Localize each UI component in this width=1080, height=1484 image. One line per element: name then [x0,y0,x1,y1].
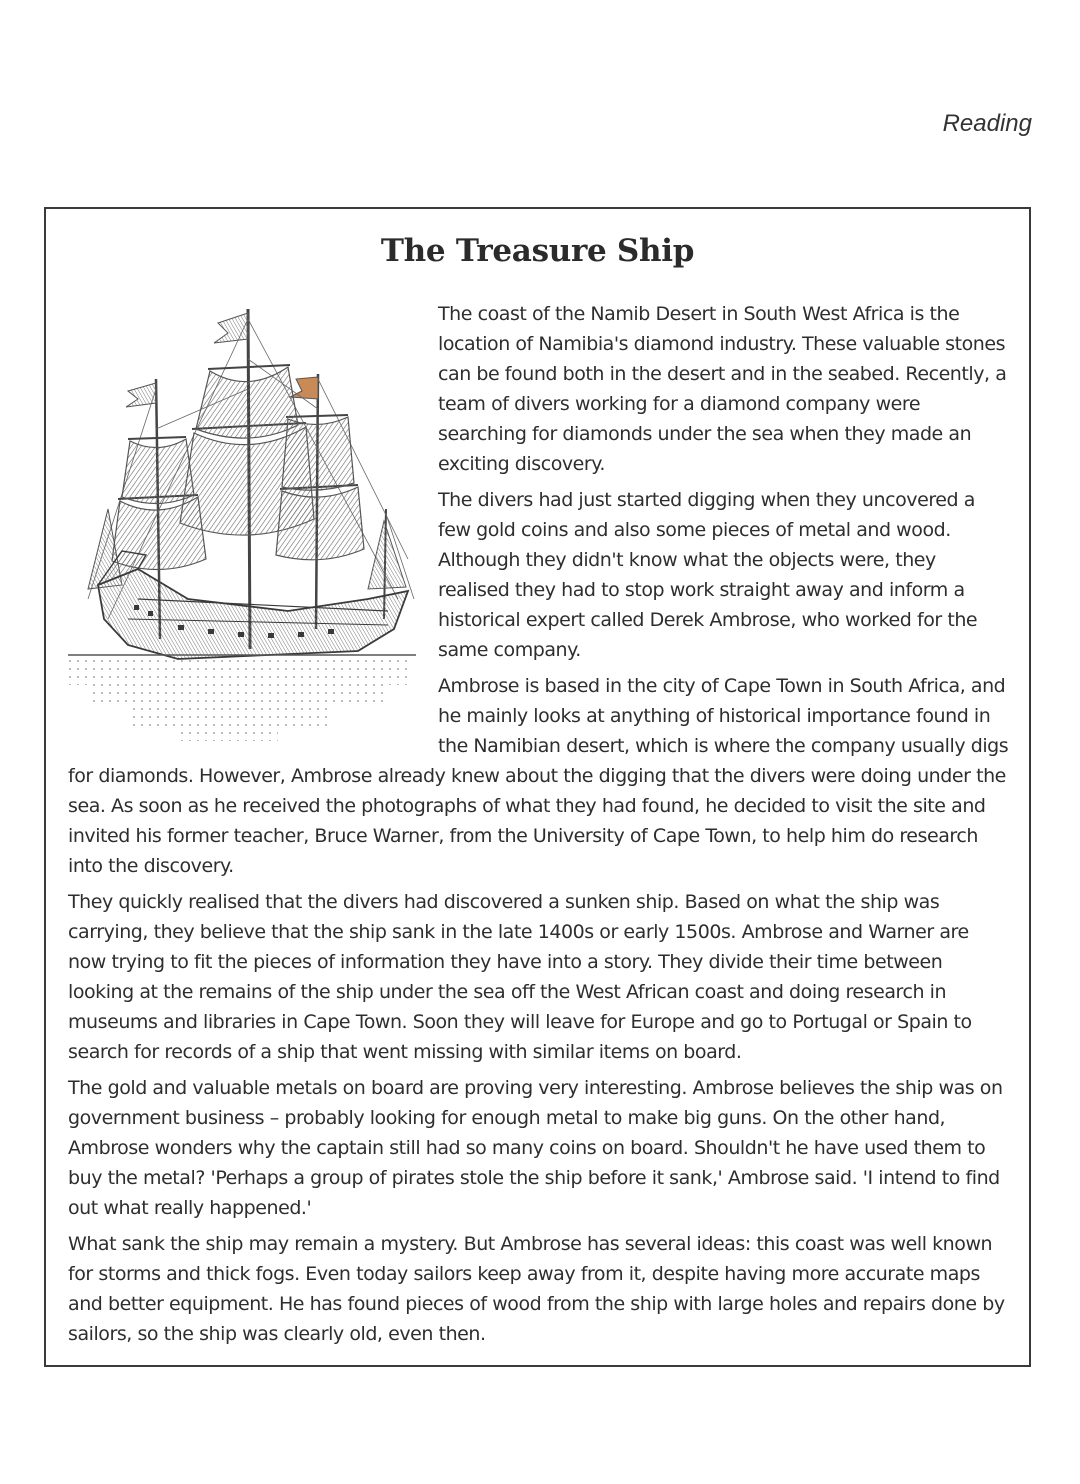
article-title: The Treasure Ship [380,233,695,269]
paragraph-6: What sank the ship may remain a mystery. But Ambrose has several ideas: this coast was well known for storms and thick fogs. Even today sailors keep away from it, despite having more accurate maps and better equipment. He has found pieces of wood from the ship with large holes and repairs done by sailors, so the ship was clearly old, even then. [68,1233,1005,1345]
paragraph-4: They quickly realised that the divers had discovered a sunken ship. Based on what the ship was carrying, they believe that the ship sank in the late 1400s or early 1500s. Ambrose and Warner are now trying to fit the pieces of information they have into a story. They divide their time between looking at the remains of the ship under the sea off the West African coast and doing research in museums and libraries in Cape Town. Soon they will leave for Europe and go to Portugal or Spain to search for records of a ship that went missing with similar items on board. [68,891,972,1063]
article-body [68,299,1012,1355]
sailing-ship-icon [68,299,416,749]
paragraph-3: Ambrose is based in the city of Cape Town in South Africa, and he mainly looks at anything of historical importance found in the Namibian desert, which is where the company usually digs for diamonds. However, Ambrose already knew about the digging that the divers were doing under the sea. As soon as he received the photographs of what they had found, he decided to visit the site and invited his former teacher, Bruce Warner, from the University of Cape Town, to help him do research into the discovery. [68,675,1009,877]
paragraph-2: The divers had just started digging when they uncovered a few gold coins and also some pieces of metal and wood. Although they didn't know what the objects were, they realised they had to stop work straight away and inform a historical expert called Derek Ambrose, who worked for the same company. [438,489,978,661]
section-label: Reading [942,110,1032,137]
article-box [44,207,1031,1367]
paragraph-1: The coast of the Namib Desert in South West Africa is the location of Namibia's diamond industry. These valuable stones can be found both in the desert and in the seabed. Recently, a team of divers working for a diamond company were searching for diamonds under the sea when they made an exciting discovery. [438,303,1007,475]
paragraph-5: The gold and valuable metals on board are proving very interesting. Ambrose believes the ship was on government business – probably looking for enough metal to make big guns. On the other hand, Ambrose wonders why the captain still had so many coins on board. Shouldn't he have used them to buy the metal? 'Perhaps a group of pirates stole the ship before it sank,' Ambrose said. 'I intend to find out what really happened.' [68,1077,1003,1219]
ship-illustration [68,299,416,759]
